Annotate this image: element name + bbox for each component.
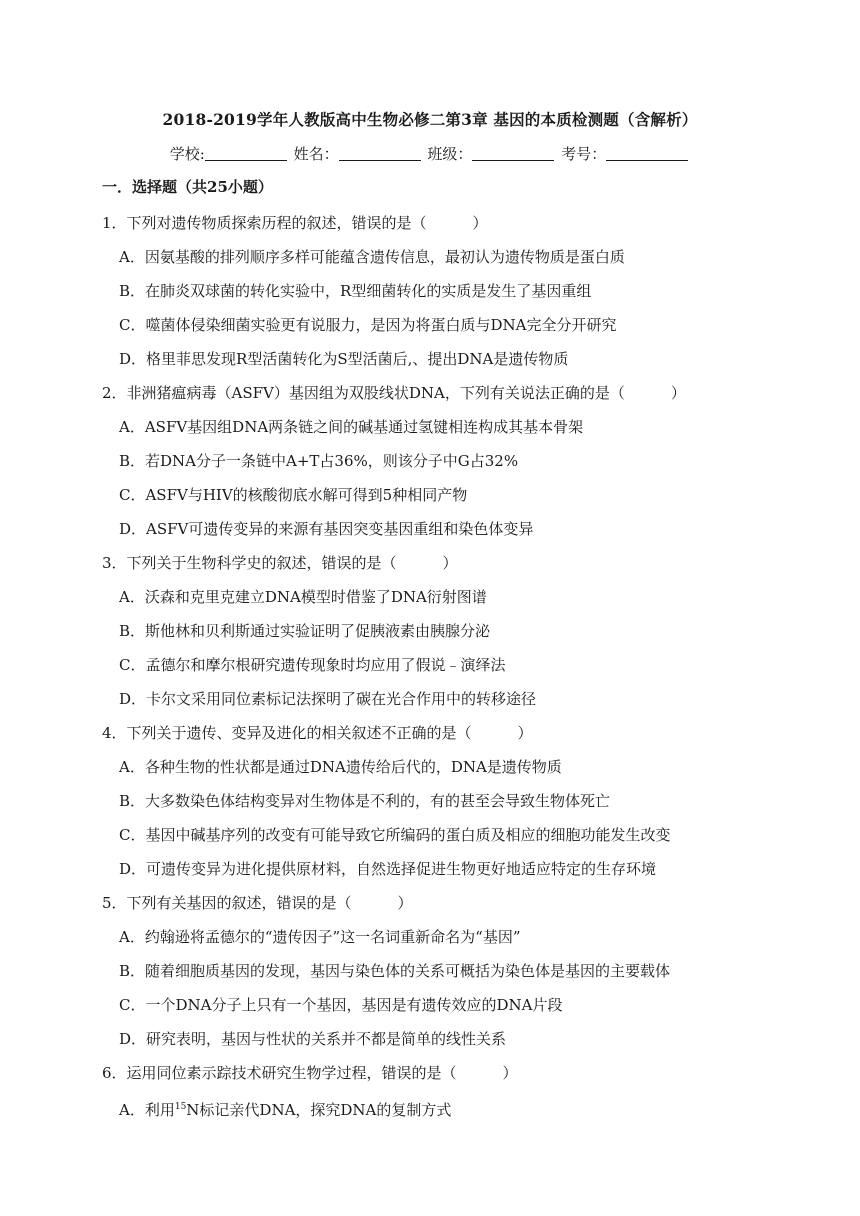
question-stem bbox=[102, 721, 762, 755]
question-text: 4．下列关于遗传、变异及进化的相关叙述不正确的是（ bbox=[102, 724, 472, 742]
question-stem bbox=[102, 211, 762, 245]
question-text: 1．下列对遗传物质探索历程的叙述，错误的是（ bbox=[102, 214, 427, 232]
option-c: C．一个DNA分子上只有一个基因，基因是有遗传效应的DNA片段 bbox=[119, 996, 563, 1014]
exam-number-blank[interactable] bbox=[606, 146, 688, 161]
question-text: 5．下列有关基因的叙述，错误的是（ bbox=[102, 894, 352, 912]
question-paren-close: ） bbox=[670, 384, 686, 402]
option-a-suffix: N标记亲代DNA，探究DNA的复制方式 bbox=[186, 1101, 452, 1119]
option-d: D．ASFV可遗传变异的来源有基因突变基因重组和染色体变异 bbox=[119, 520, 534, 538]
option-b: B．在肺炎双球菌的转化实验中，R型细菌转化的实质是发生了基因重组 bbox=[119, 282, 592, 300]
question-stem bbox=[102, 891, 762, 925]
option-a: A．因氨基酸的排列顺序多样可能蕴含遗传信息，最初认为遗传物质是蛋白质 bbox=[119, 248, 625, 266]
question-paren-close: ） bbox=[442, 554, 458, 572]
option-b: B．斯他林和贝利斯通过实验证明了促胰液素由胰腺分泌 bbox=[119, 622, 491, 640]
question-stem bbox=[102, 381, 762, 415]
isotope-superscript: 15 bbox=[174, 1102, 187, 1112]
question-stem bbox=[102, 551, 762, 585]
exam-number-label: 考号： bbox=[561, 145, 607, 163]
option-a: A．各种生物的性状都是通过DNA遗传给后代的，DNA是遗传物质 bbox=[119, 758, 562, 776]
school-blank[interactable] bbox=[205, 146, 287, 161]
option-a: A．沃森和克里克建立DNA模型时借鉴了DNA衍射图谱 bbox=[119, 588, 487, 606]
school-label: 学校: bbox=[169, 145, 205, 163]
option-d: D．可遗传变异为进化提供原材料，自然选择促进生物更好地适应特定的生存环境 bbox=[119, 860, 657, 878]
class-blank[interactable] bbox=[472, 146, 554, 161]
question-paren-close: ） bbox=[472, 214, 488, 232]
question-text: 3．下列关于生物科学史的叙述，错误的是（ bbox=[102, 554, 397, 572]
option-a-prefix: A．利用 bbox=[119, 1101, 175, 1119]
question-paren-close: ） bbox=[517, 724, 533, 742]
question-text: 2．非洲猪瘟病毒（ASFV）基因组为双股线状DNA，下列有关说法正确的是（ bbox=[102, 384, 625, 402]
option-d: D．卡尔文采用同位素标记法探明了碳在光合作用中的转移途径 bbox=[119, 690, 537, 708]
question-text: 6．运用同位素示踪技术研究生物学过程，错误的是（ bbox=[102, 1064, 457, 1082]
option-c: C．基因中碱基序列的改变有可能导致它所编码的蛋白质及相应的细胞功能发生改变 bbox=[119, 826, 671, 844]
question-paren-close: ） bbox=[397, 894, 413, 912]
question-stem bbox=[102, 1061, 762, 1095]
option-c: C．ASFV与HIV的核酸彻底水解可得到5种相同产物 bbox=[119, 486, 468, 504]
class-label: 班级： bbox=[427, 145, 473, 163]
option-d: D．研究表明，基因与性状的关系并不都是简单的线性关系 bbox=[119, 1030, 507, 1048]
option-a: A．ASFV基因组DNA两条链之间的碱基通过氢键相连构成其基本骨架 bbox=[119, 418, 584, 436]
option-a bbox=[102, 1095, 762, 1129]
option-a: A．约翰逊将孟德尔的“遗传因子”这一名词重新命名为“基因” bbox=[119, 928, 521, 946]
section-heading: 一．选择题（共25小题） bbox=[102, 178, 273, 196]
option-c: C．噬菌体侵染细菌实验更有说服力，是因为将蛋白质与DNA完全分开研究 bbox=[119, 316, 617, 334]
document-title: 2018-2019学年人教版高中生物必修二第3章 基因的本质检测题（含解析） bbox=[162, 110, 698, 129]
question-paren-close: ） bbox=[502, 1064, 518, 1082]
option-b: B．随着细胞质基因的发现，基因与染色体的关系可概括为染色体是基因的主要载体 bbox=[119, 962, 671, 980]
option-b: B．若DNA分子一条链中A+T占36%，则该分子中G占32% bbox=[119, 452, 519, 470]
option-c: C．孟德尔和摩尔根研究遗传现象时均应用了假说﹣演绎法 bbox=[119, 656, 506, 674]
name-label: 姓名： bbox=[293, 145, 339, 163]
option-b: B．大多数染色体结构变异对生物体是不利的，有的甚至会导致生物体死亡 bbox=[119, 792, 611, 810]
question-list bbox=[102, 211, 762, 1129]
name-blank[interactable] bbox=[339, 146, 421, 161]
option-d: D．格里菲思发现R型活菌转化为S型活菌后,、提出DNA是遗传物质 bbox=[119, 350, 569, 368]
student-info-line bbox=[0, 143, 860, 164]
